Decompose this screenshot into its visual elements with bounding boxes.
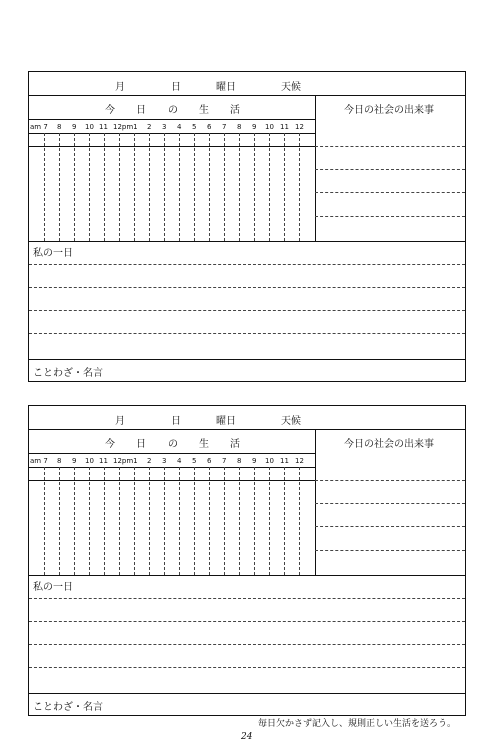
hour-label: 8 <box>57 123 62 131</box>
my-day-line <box>29 667 465 668</box>
timeline-tick <box>224 467 225 575</box>
my-day-line <box>29 598 465 599</box>
today-life-char: 今 <box>105 105 115 116</box>
diary-sheet-1 <box>28 71 466 382</box>
timeline-tick <box>59 133 60 241</box>
timeline-tick <box>74 133 75 241</box>
social-events-line <box>315 169 465 170</box>
footer-motto: 毎日欠かさず記入し、規則正しい生活を送ろう。 <box>258 719 457 729</box>
section-divider <box>29 575 465 576</box>
hour-label: 10 <box>265 123 274 131</box>
hour-label: am 7 <box>30 123 48 131</box>
hour-row-divider <box>29 467 315 468</box>
hour-label: 2 <box>147 123 152 131</box>
my-day-line <box>29 310 465 311</box>
hour-label: 4 <box>177 457 182 465</box>
timeline-tick <box>134 133 135 241</box>
hour-label: am 7 <box>30 457 48 465</box>
timeline-tick <box>299 467 300 575</box>
hour-label: 11 <box>280 123 289 131</box>
diary-sheet-2 <box>28 405 466 716</box>
social-events-label: 今日の社会の出来事 <box>344 439 434 450</box>
hour-label: 3 <box>162 123 167 131</box>
timeline-tick <box>149 467 150 575</box>
timeline-tick <box>119 467 120 575</box>
social-events-line <box>315 503 465 504</box>
hour-row-divider <box>29 480 315 481</box>
hour-label: 9 <box>72 457 77 465</box>
timeline-tick <box>44 133 45 241</box>
timeline-tick <box>59 467 60 575</box>
hour-label: 12 <box>295 123 304 131</box>
my-day-line <box>29 644 465 645</box>
today-life-char: 生 <box>199 439 209 450</box>
today-life-char: の <box>168 439 178 450</box>
header-divider <box>29 95 465 96</box>
day-label: 日 <box>171 416 181 427</box>
day-label: 日 <box>171 82 181 93</box>
hour-label: 9 <box>252 457 257 465</box>
my-day-line <box>29 264 465 265</box>
timeline-tick <box>119 133 120 241</box>
my-day-line <box>29 621 465 622</box>
timeline-tick <box>164 467 165 575</box>
timeline-tick <box>134 467 135 575</box>
timeline-tick <box>254 133 255 241</box>
my-day-label: 私の一日 <box>33 248 73 259</box>
timeline-tick <box>89 133 90 241</box>
timeline-tick <box>104 467 105 575</box>
my-day-line <box>29 333 465 334</box>
hour-label: 11 <box>99 123 108 131</box>
my-day-line <box>29 287 465 288</box>
hour-label: 9 <box>72 123 77 131</box>
section-divider <box>29 359 465 360</box>
section-divider <box>29 241 465 242</box>
section-divider <box>29 693 465 694</box>
timeline-tick <box>194 467 195 575</box>
weather-label: 天候 <box>281 82 301 93</box>
today-life-divider <box>29 453 315 454</box>
hour-label: 2 <box>147 457 152 465</box>
timeline-tick <box>74 467 75 575</box>
timeline-tick <box>239 133 240 241</box>
hour-label: 9 <box>252 123 257 131</box>
hour-label: 8 <box>57 457 62 465</box>
month-label: 月 <box>115 416 125 427</box>
page-number: 24 <box>241 732 253 742</box>
timeline-tick <box>224 133 225 241</box>
hour-label: 6 <box>207 123 212 131</box>
hour-label: 11 <box>99 457 108 465</box>
social-events-line <box>315 192 465 193</box>
header-divider <box>29 429 465 430</box>
hour-label: 12pm1 <box>113 123 138 131</box>
social-events-line <box>315 146 465 147</box>
timeline-tick <box>269 467 270 575</box>
hour-label: 5 <box>192 123 197 131</box>
timeline-tick <box>164 133 165 241</box>
weather-label: 天候 <box>281 416 301 427</box>
hour-row-divider <box>29 146 315 147</box>
hour-row-divider <box>29 133 315 134</box>
timeline-tick <box>194 133 195 241</box>
my-day-label: 私の一日 <box>33 582 73 593</box>
column-divider <box>315 95 316 241</box>
timeline-tick <box>209 467 210 575</box>
hour-label: 10 <box>85 123 94 131</box>
column-divider <box>315 429 316 575</box>
today-life-char: の <box>168 105 178 116</box>
timeline-tick <box>284 467 285 575</box>
weekday-label: 曜日 <box>216 82 236 93</box>
month-label: 月 <box>115 82 125 93</box>
hour-label: 5 <box>192 457 197 465</box>
today-life-char: 活 <box>230 105 240 116</box>
timeline-tick <box>254 467 255 575</box>
timeline-tick <box>269 133 270 241</box>
today-life-char: 活 <box>230 439 240 450</box>
timeline-tick <box>239 467 240 575</box>
today-life-char: 生 <box>199 105 209 116</box>
hour-label: 10 <box>85 457 94 465</box>
timeline-tick <box>209 133 210 241</box>
hour-label: 8 <box>237 123 242 131</box>
social-events-line <box>315 526 465 527</box>
hour-label: 11 <box>280 457 289 465</box>
timeline-tick <box>179 133 180 241</box>
hour-label: 7 <box>222 457 227 465</box>
timeline-tick <box>149 133 150 241</box>
timeline-tick <box>179 467 180 575</box>
timeline-tick <box>299 133 300 241</box>
timeline-tick <box>44 467 45 575</box>
hour-label: 12pm1 <box>113 457 138 465</box>
social-events-line <box>315 480 465 481</box>
social-events-label: 今日の社会の出来事 <box>344 105 434 116</box>
today-life-divider <box>29 119 315 120</box>
weekday-label: 曜日 <box>216 416 236 427</box>
hour-label: 12 <box>295 457 304 465</box>
hour-label: 6 <box>207 457 212 465</box>
today-life-char: 日 <box>136 439 146 450</box>
hour-label: 4 <box>177 123 182 131</box>
timeline-tick <box>89 467 90 575</box>
hour-label: 7 <box>222 123 227 131</box>
timeline-tick <box>104 133 105 241</box>
social-events-line <box>315 216 465 217</box>
hour-label: 8 <box>237 457 242 465</box>
hour-label: 10 <box>265 457 274 465</box>
social-events-line <box>315 550 465 551</box>
hour-label: 3 <box>162 457 167 465</box>
timeline-tick <box>284 133 285 241</box>
today-life-char: 日 <box>136 105 146 116</box>
proverb-label: ことわざ・名言 <box>33 368 103 379</box>
proverb-label: ことわざ・名言 <box>33 702 103 713</box>
today-life-char: 今 <box>105 439 115 450</box>
